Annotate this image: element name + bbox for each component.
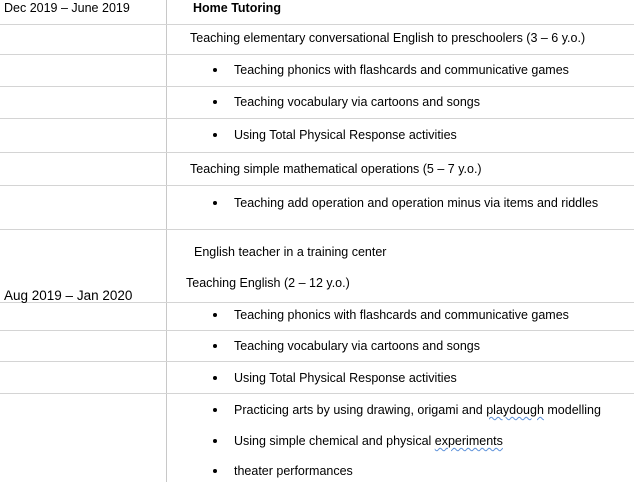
section-heading: Teaching simple mathematical operations (5 – 7 y.o.): [190, 162, 482, 176]
row-divider: [0, 24, 634, 25]
row-divider: [0, 86, 634, 87]
bullet-icon: [213, 100, 217, 104]
list-item: theater performances: [234, 464, 353, 478]
entry-title: English teacher in a training center: [194, 245, 387, 259]
entry-title: Home Tutoring: [193, 1, 281, 15]
row-divider: [0, 152, 634, 153]
date-range-2: Aug 2019 – Jan 2020: [4, 288, 133, 303]
list-item: Using Total Physical Response activities: [234, 371, 457, 385]
bullet-icon: [213, 68, 217, 72]
section-heading: Teaching elementary conversational English to preschoolers (3 – 6 y.o.): [190, 31, 586, 45]
bullet-icon: [213, 469, 217, 473]
list-item: Teaching phonics with flashcards and communicative games: [234, 63, 569, 77]
spellcheck-flagged-word[interactable]: playdough: [486, 403, 544, 417]
list-item-text: Practicing arts by using drawing, origami and: [234, 403, 487, 417]
bullet-icon: [213, 344, 217, 348]
bullet-icon: [213, 439, 217, 443]
list-item: Teaching vocabulary via cartoons and songs: [234, 95, 480, 109]
bullet-icon: [213, 133, 217, 137]
row-divider: [0, 393, 634, 394]
row-divider: [0, 185, 634, 186]
bullet-icon: [213, 408, 217, 412]
list-item: Using Total Physical Response activities: [234, 128, 457, 142]
bullet-icon: [213, 376, 217, 380]
row-divider: [0, 229, 634, 230]
bullet-icon: [213, 313, 217, 317]
list-item: Teaching add operation and operation minus via items and riddles: [234, 196, 599, 210]
row-divider: [0, 118, 634, 119]
row-divider: [0, 54, 634, 55]
spellcheck-flagged-word[interactable]: experiments: [434, 434, 503, 448]
row-divider: [0, 361, 634, 362]
list-item: Teaching phonics with flashcards and communicative games: [234, 308, 569, 322]
bullet-icon: [213, 201, 217, 205]
section-heading: Teaching English (2 – 12 y.o.): [186, 276, 350, 290]
list-item: [234, 433, 503, 449]
row-divider: [0, 330, 634, 331]
date-range-1: Dec 2019 – June 2019: [4, 1, 130, 15]
list-item: Teaching vocabulary via cartoons and songs: [234, 339, 480, 353]
list-item-text: modelling: [543, 403, 601, 417]
list-item-text: Using simple chemical and physical: [234, 434, 435, 448]
list-item: [234, 402, 601, 418]
column-divider: [166, 0, 167, 482]
